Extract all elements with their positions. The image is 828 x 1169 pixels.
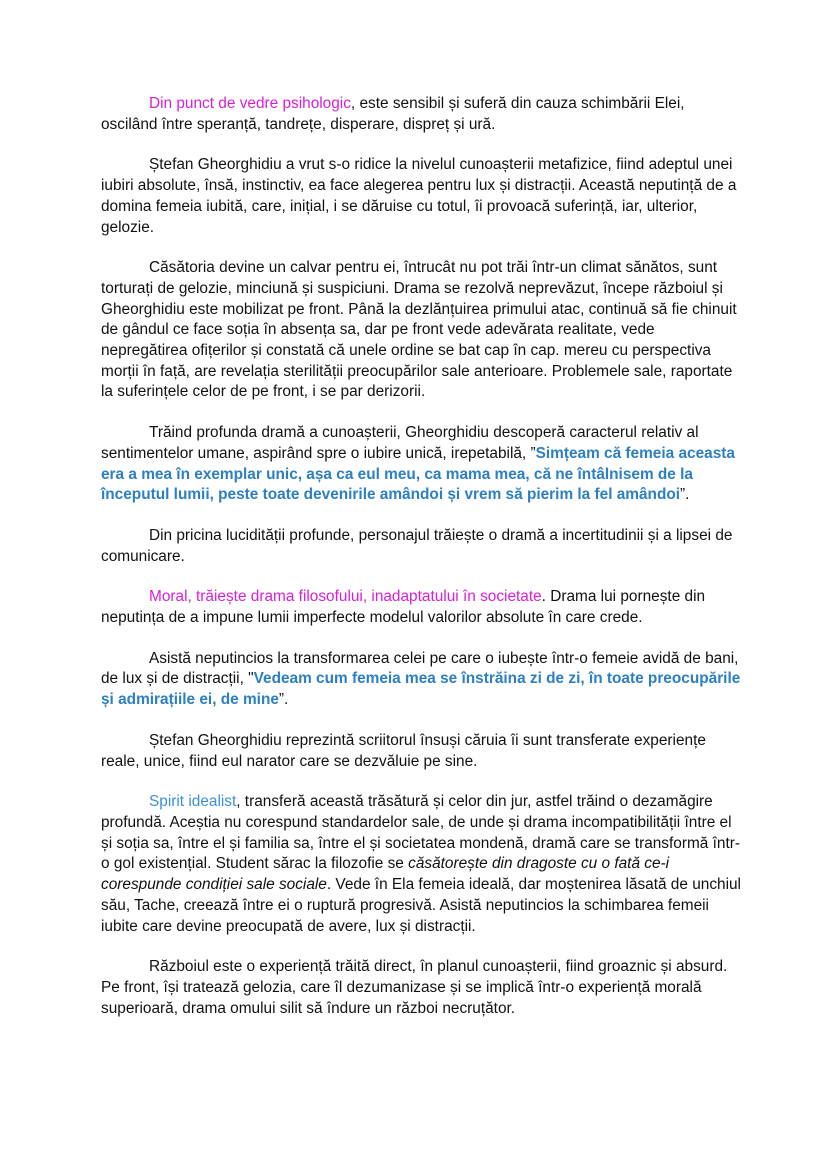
paragraph-transformarea: [101, 649, 741, 711]
paragraph-razboiul: [101, 957, 741, 1019]
paragraph-scriitorul: [101, 731, 741, 772]
text-segment: . Vede în Ela femeia ideală, dar moștenirea lăsată de unchiul său, Tache, creează între ei o ruptură progresivă. Asistă neputincios la schimbarea femeii iubite care devine preocupată de avere, lux și distracții.: [101, 876, 741, 935]
text-segment: Din pricina lucidității profunde, personajul trăiește o dramă a incertitudinii și a lipsei de comunicare.: [101, 526, 733, 565]
quote-vedeam: Vedeam cum femeia mea se înstrăina zi de zi, în toate preocupările și admirațiile ei, de mine: [101, 670, 741, 709]
italic-casatoreste: căsătorește din dragoste cu o fată ce-i corespunde condiției sale sociale: [101, 855, 670, 894]
paragraph-drama-cunoasterii: [101, 423, 741, 506]
paragraph-luciditate: [101, 526, 741, 567]
text-segment: Asistă neputincios la transformarea celei pe care o iubește într-o femeie avidă de bani, de lux și de distracții, ": [101, 649, 739, 688]
paragraph-casatoria: [101, 258, 741, 403]
text-segment: Trăind profunda dramă a cunoașterii, Gheorghidiu descoperă caracterul relativ al sentimentelor umane, aspirând spre o iubire unică, irepetabilă, ”: [101, 424, 699, 462]
paragraph-cunoastere: [101, 155, 741, 238]
text-segment: , transferă această trăsătură și celor din jur, astfel trăind o dezamăgire profundă. Aceștia nu corespund standardelor sale, de unde și drama incompatibilității între el și soția sa, între el și familia sa, între el și societatea mondenă, dramă care se transformă într-o gol existențial. Student sărac la filozofie se: [101, 793, 740, 873]
text-segment: Războiul este o experiență trăită direct, în planul cunoașterii, fiind groaznic și absurd. Pe front, își tratează gelozia, care îl dezumanizase și se implică într-o experiență morală superioară, drama omului silit să îndure un război necruțător.: [101, 958, 728, 1017]
document-page: [101, 94, 741, 1039]
text-segment: ”.: [680, 486, 690, 504]
paragraph-moral: [101, 587, 741, 628]
highlight-moral: Moral, trăiește drama filosofului, inadaptatului în societate: [149, 588, 542, 606]
text-segment: Căsătoria devine un calvar pentru ei, întrucât nu pot trăi într-un climat sănătos, sunt torturați de gelozie, minciună și suspiciuni. Drama se rezolvă neprevăzut, începe războiul și Gheorghidiu este mobilizat pe front. Până la dezlănțuirea primului atac, continuă să fie chinuit de gândul ce face soția în absența sa, dar pe front vede adevărata realitate, vede nepregătirea ofițerilor și constată că unele ordine se bat cap în cap. mereu cu perspectiva morții în față, are revelația sterilității preocupărilor sale anterioare. Problemele sale, raportate la suferințele celor de pe front, i se par derizorii.: [101, 259, 737, 401]
paragraph-spirit-idealist: [101, 792, 741, 937]
text-segment: , este sensibil și suferă din cauza schimbării Elei, oscilând între speranță, tandrețe, disperare, dispreț și ură.: [101, 95, 685, 133]
text-segment: ”.: [278, 691, 289, 709]
paragraph-psihologic: [101, 94, 741, 135]
quote-simteam: Simțeam că femeia aceasta era a mea în exemplar unic, așa ca eul meu, ca mama mea, că ne întâlnisem de la începutul lumii, peste toate devenirile amândoi și vrem să pierim la fel amândoi: [101, 444, 735, 504]
highlight-psihologic: Din punct de vedre psihologic: [149, 95, 351, 112]
text-segment: . Drama lui pornește din neputința de a impune lumii imperfecte modelul valorilor absolute în care crede.: [101, 588, 706, 627]
text-segment: Ștefan Gheorghidiu reprezintă scriitorul însuși căruia îi sunt transferate experiențe reale, unice, fiind eul narator care se dezvăluie pe sine.: [101, 731, 706, 770]
highlight-spirit-idealist: Spirit idealist: [149, 793, 237, 811]
text-segment: Ștefan Gheorghidiu a vrut s-o ridice la nivelul cunoașterii metafizice, fiind adeptul unei iubiri absolute, însă, instinctiv, ea face alegerea pentru lux și distracții. Această neputință de a domina femeia iubită, care, inițial, i se dăruise cu totul, îi provoacă suferință, iar, ulterior, gelozie.: [101, 156, 737, 236]
